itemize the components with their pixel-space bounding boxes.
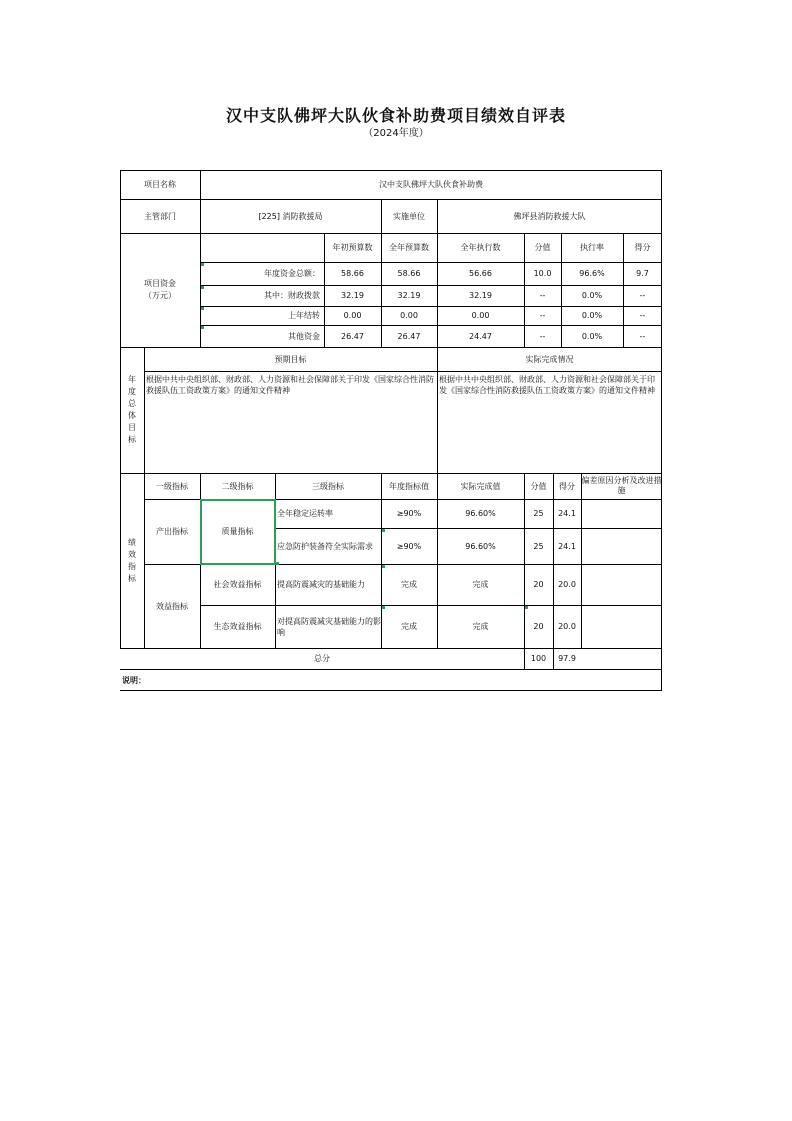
funds-label-unit: （万元） — [144, 291, 176, 300]
funds-cell: -- — [639, 291, 646, 300]
target-value: 完成 — [401, 580, 417, 589]
impl-unit-label: 实施单位 — [393, 211, 425, 221]
funds-cell: -- — [539, 291, 546, 300]
funds-cell: 24.47 — [469, 331, 492, 341]
perf-header: 三级指标 — [312, 481, 344, 491]
actual-value: 96.60% — [465, 541, 496, 551]
project-name-value: 汉中支队佛坪大队伙食补助费 — [379, 180, 483, 189]
funds-cell: 0.0% — [581, 331, 603, 341]
level1-benefit: 效益指标 — [156, 601, 188, 611]
label-char: 度 — [128, 387, 136, 396]
funds-row-name: 其他资金 — [288, 331, 320, 341]
funds-cell: -- — [639, 331, 646, 341]
analysis-cell — [581, 528, 662, 564]
funds-cell: 10.0 — [533, 269, 552, 278]
total-label: 总分 — [314, 654, 330, 663]
funds-row-name: 其中：财政拨款 — [264, 291, 320, 300]
funds-cell: 58.66 — [397, 269, 421, 278]
funds-header: 全年预算数 — [389, 243, 429, 252]
annual-goals-label — [120, 347, 144, 473]
perf-header: 一级指标 — [156, 481, 188, 491]
total-weight: 100 — [530, 654, 547, 663]
funds-header: 年初预算数 — [332, 243, 373, 252]
funds-cell: 0.00 — [343, 311, 362, 320]
level3-indicator: 对提高防震减灾基础能力的影响 — [277, 616, 381, 637]
impl-unit-value: 佛坪县消防救援大队 — [513, 211, 586, 221]
level2-ecological: 生态效益指标 — [213, 622, 262, 631]
cell-marker — [382, 529, 385, 532]
dept-label: 主管部门 — [144, 211, 176, 221]
funds-row-name: 上年结转 — [288, 311, 320, 320]
funds-cell: -- — [639, 311, 646, 320]
perf-header: 偏差原因分析及改进措施 — [581, 476, 662, 495]
weight-value: 25 — [533, 509, 544, 518]
actual-value: 96.60% — [465, 509, 496, 518]
selected-cell-outline[interactable] — [200, 499, 276, 565]
label-char: 标 — [128, 573, 136, 583]
funds-cell: 0.0% — [581, 311, 603, 320]
label-char: 总 — [128, 399, 136, 408]
cell-marker — [201, 326, 204, 329]
actual-result-text: 根据中共中央组织部、财政部、人力资源和社会保障部关于印发《国家综合性消防救援队伍工资政策方案》的通知文件精神 — [439, 375, 655, 395]
level3-indicator: 全年稳定运转率 — [277, 509, 333, 518]
funds-cell: 58.66 — [341, 269, 364, 278]
dept-value: [225] 消防救援局 — [258, 211, 323, 221]
funds-cell: 9.7 — [636, 269, 649, 278]
cell-marker — [276, 562, 279, 565]
expected-goal-header: 预期目标 — [274, 354, 307, 364]
project-name-label: 项目名称 — [144, 180, 176, 189]
page-subtitle: （2024年度） — [363, 128, 429, 139]
funds-cell: 32.19 — [397, 291, 421, 300]
funds-cell: 26.47 — [341, 331, 364, 341]
target-value: 完成 — [401, 622, 417, 631]
funds-cell: 26.47 — [397, 331, 421, 341]
evaluation-sheet — [120, 170, 662, 691]
score-value: 24.1 — [558, 509, 576, 518]
score-value: 20.0 — [558, 622, 576, 631]
cell-marker — [382, 606, 385, 609]
label-char: 标 — [128, 435, 136, 444]
total-score: 97.9 — [558, 654, 576, 663]
score-value: 24.1 — [558, 541, 576, 551]
expected-goal-text: 根据中共中央组织部、财政部、人力资源和社会保障部关于印发《国家综合性消防救援队伍工资政策方案》的通知文件精神 — [146, 375, 434, 395]
analysis-cell — [581, 564, 662, 605]
level1-output: 产出指标 — [156, 527, 188, 536]
weight-value: 25 — [533, 541, 544, 551]
funds-cell: -- — [539, 311, 546, 320]
label-char: 绩 — [128, 537, 136, 547]
level2-social: 社会效益指标 — [213, 580, 262, 589]
funds-cell: 0.00 — [400, 311, 418, 320]
funds-label-text: 项目资金 — [144, 279, 176, 288]
performance-label — [120, 473, 144, 648]
funds-cell: 0.00 — [471, 311, 490, 320]
funds-header: 分值 — [534, 243, 551, 252]
funds-cell: 96.6% — [579, 269, 605, 278]
cell-marker — [525, 606, 528, 609]
weight-value: 20 — [533, 580, 544, 589]
target-value: ≥90% — [396, 541, 422, 551]
score-value: 20.0 — [558, 580, 576, 589]
funds-header: 全年执行数 — [460, 243, 501, 252]
funds-cell: 56.66 — [469, 269, 492, 278]
perf-header: 年度指标值 — [389, 481, 429, 491]
label-char: 年 — [128, 375, 136, 384]
cell-marker — [201, 263, 204, 266]
funds-header: 得分 — [634, 243, 651, 252]
label-char: 效 — [128, 549, 136, 559]
perf-header: 二级指标 — [221, 481, 254, 491]
level3-indicator: 提高防震减灾的基础能力 — [277, 580, 365, 589]
target-value: ≥90% — [396, 509, 422, 518]
level2-quality: 质量指标 — [221, 527, 254, 536]
actual-result-header: 实际完成情况 — [525, 354, 574, 364]
cell-marker — [382, 565, 385, 568]
perf-header: 分值 — [530, 481, 547, 491]
level3-indicator: 应急防护装备符全实际需求 — [277, 541, 373, 551]
cell-marker — [201, 286, 204, 289]
actual-value: 完成 — [472, 622, 489, 631]
actual-value: 完成 — [472, 580, 489, 589]
funds-cell: 32.19 — [341, 291, 364, 300]
funds-cell: 32.19 — [469, 291, 492, 300]
perf-header: 得分 — [559, 481, 575, 491]
funds-header: 执行率 — [580, 243, 604, 252]
label-char: 指 — [128, 561, 136, 571]
analysis-cell — [581, 605, 662, 648]
analysis-cell — [581, 499, 662, 528]
page-title: 汉中支队佛坪大队伙食补助费项目绩效自评表 — [225, 106, 566, 125]
funds-cell: -- — [539, 331, 546, 341]
label-char: 体 — [128, 411, 136, 420]
weight-value: 20 — [533, 622, 544, 631]
label-char: 目 — [128, 423, 136, 432]
funds-cell: 0.0% — [581, 291, 603, 300]
funds-label — [120, 233, 200, 347]
cell-marker — [201, 307, 204, 310]
note-label: 说明： — [122, 676, 146, 685]
funds-row-name: 年度资金总额： — [264, 269, 320, 278]
perf-header: 实际完成值 — [460, 481, 501, 491]
